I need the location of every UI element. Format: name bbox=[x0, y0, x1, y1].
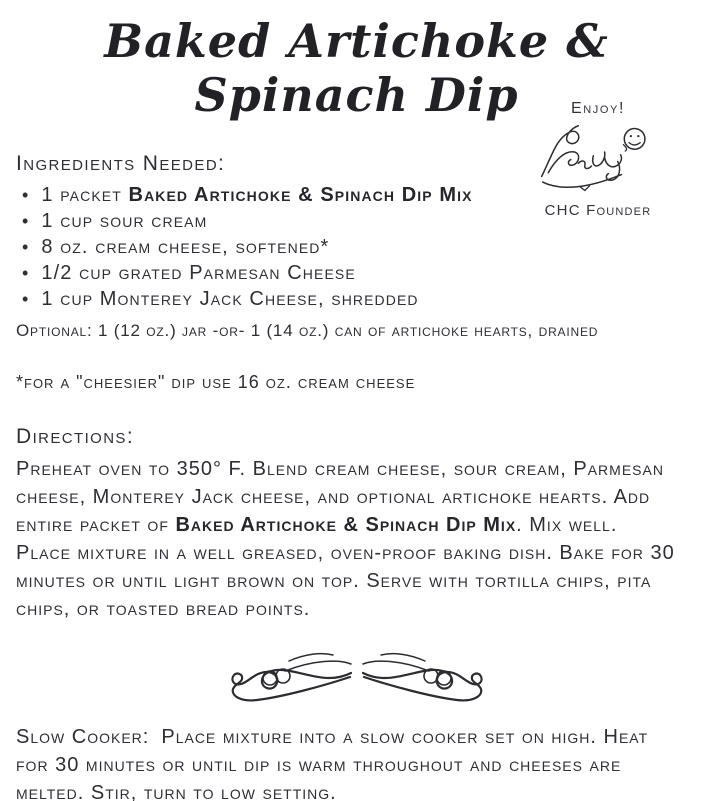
directions-heading: Directions: bbox=[16, 425, 135, 448]
list-item bbox=[16, 234, 697, 260]
recipe-content bbox=[0, 152, 713, 801]
directions-text: . Mix well. Place mixture in a well greased, oven-proof baking dish. Bake for 30 minutes or until light brown on top. Serve with tortilla chips, pita chips, or toasted bread points. bbox=[16, 514, 675, 620]
ingredient-text: 1 cup Monterey Jack Cheese, shredded bbox=[41, 288, 419, 310]
bullet-icon: • bbox=[22, 211, 30, 231]
flourish-right-icon bbox=[362, 645, 487, 707]
flourish-divider bbox=[16, 645, 697, 707]
list-item bbox=[16, 286, 697, 312]
page-title: Baked Artichoke & Spinach Dip bbox=[104, 14, 609, 122]
flourish-left-icon bbox=[227, 645, 352, 707]
bullet-icon: • bbox=[22, 185, 30, 205]
list-item bbox=[16, 260, 697, 286]
bullet-icon: • bbox=[22, 263, 30, 283]
directions-text-bold: Baked Artichoke & Spinach Dip Mix bbox=[175, 514, 517, 536]
slow-cooker-label: Slow Cooker: bbox=[16, 726, 150, 748]
signature-founder-title: CHC Founder bbox=[544, 202, 652, 219]
ingredient-text bbox=[41, 182, 472, 208]
slow-cooker-paragraph bbox=[16, 723, 676, 801]
ingredient-text: 8 oz. cream cheese, softened* bbox=[41, 236, 330, 258]
ingredient-text: 1/2 cup grated Parmesan Cheese bbox=[41, 262, 356, 284]
ingredient-text-plain: 1 packet bbox=[41, 184, 129, 206]
smiley-icon bbox=[623, 129, 645, 152]
directions-text: Preheat oven to 350° F. Blend cream cheese, sour cream, Parmesan cheese, Monterey Jack cheese, and optional artichoke hearts. Add entire packet of bbox=[16, 458, 664, 536]
optional-note: Optional: 1 (12 oz.) jar -or- 1 (14 oz.) can of artichoke hearts, drained bbox=[16, 321, 599, 340]
signature-block bbox=[523, 100, 673, 219]
directions-paragraph bbox=[16, 455, 676, 623]
footnote: *for a "cheesier" dip use 16 oz. cream cheese bbox=[16, 372, 416, 392]
bullet-icon: • bbox=[22, 237, 30, 257]
slow-cooker-text: Place mixture into a slow cooker set on high. Heat for 30 minutes or until dip is warm throughout and cheeses are melted. Stir, turn to low setting. bbox=[16, 726, 649, 801]
ingredients-heading: Ingredients Needed: bbox=[16, 152, 226, 175]
ingredient-text: 1 cup sour cream bbox=[41, 210, 208, 232]
ingredient-text-bold: Baked Artichoke & Spinach Dip Mix bbox=[128, 184, 473, 206]
signature-greeting: Enjoy! bbox=[570, 100, 626, 117]
bullet-icon: • bbox=[22, 289, 30, 309]
signature-shirley bbox=[537, 120, 659, 200]
